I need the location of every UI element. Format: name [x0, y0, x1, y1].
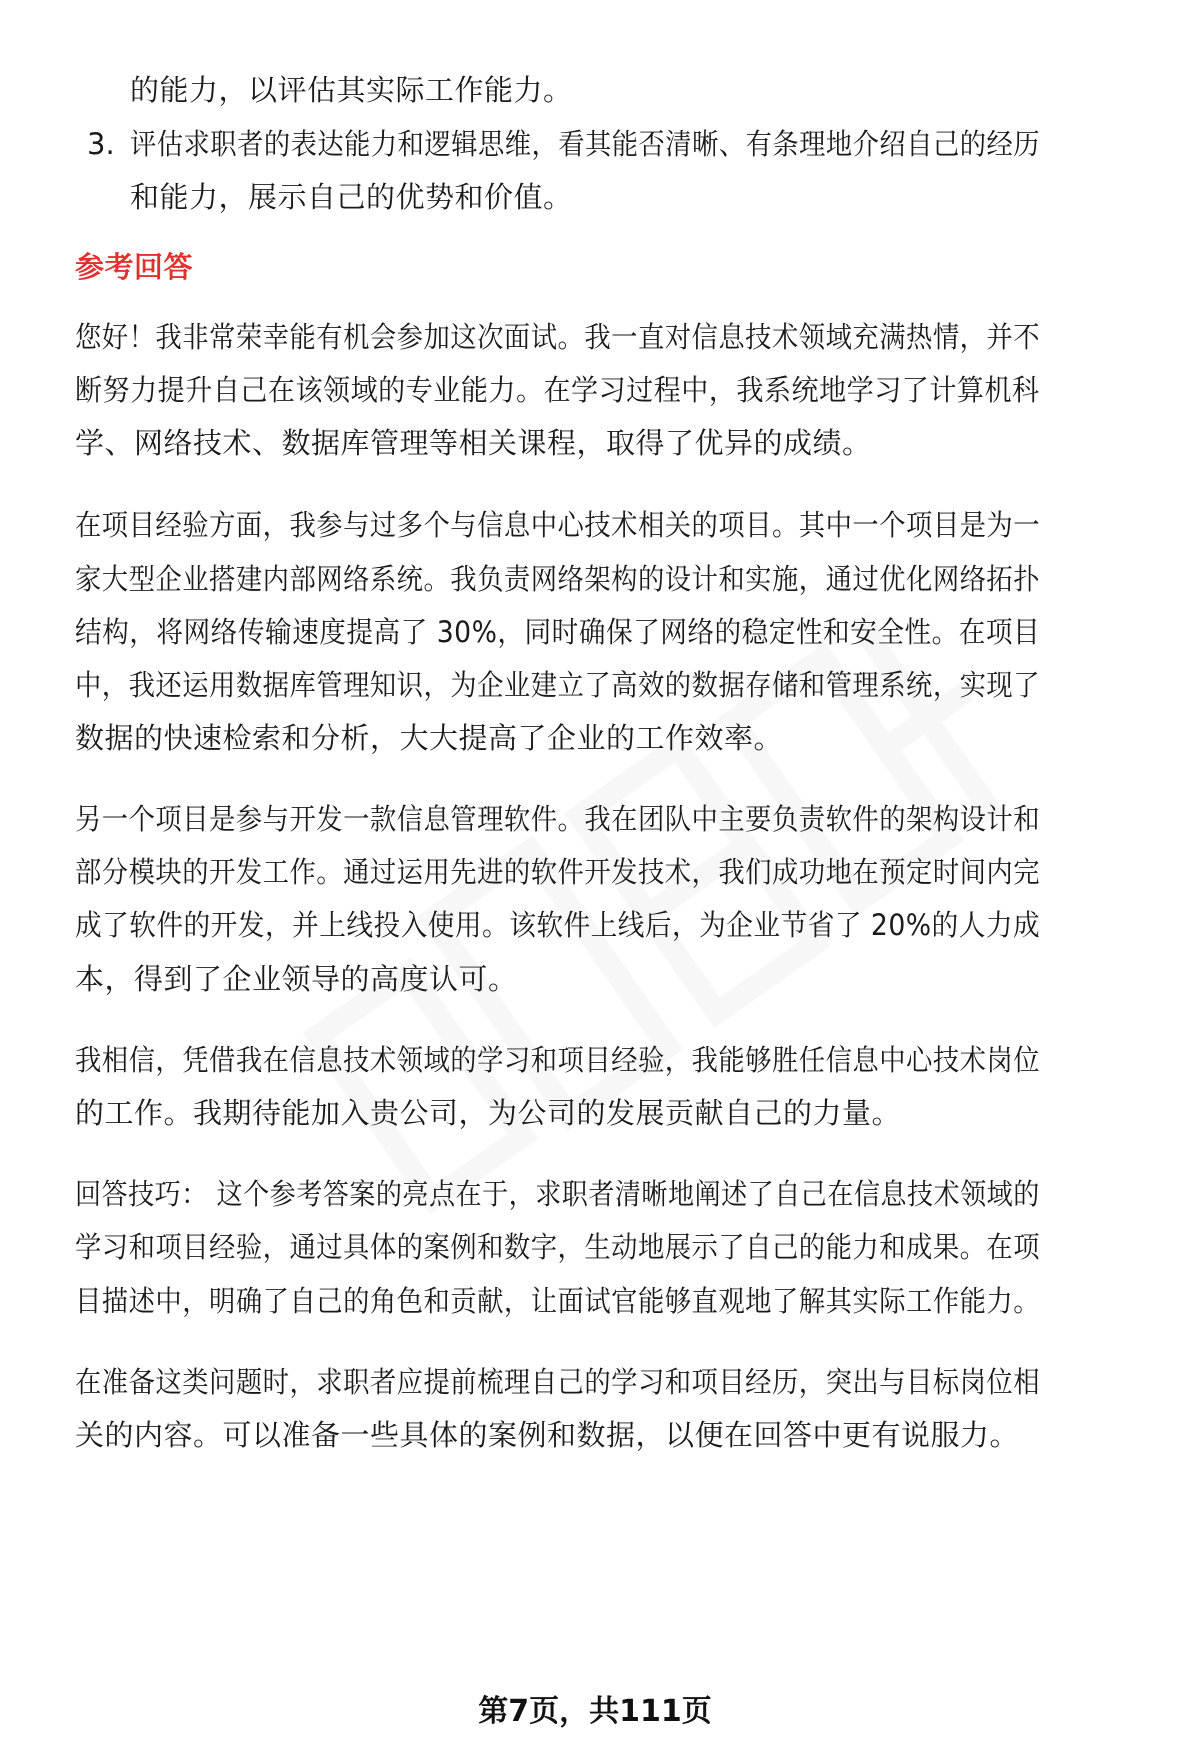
paragraph-line: 在项目经验方面，我参与过多个与信息中心技术相关的项目。其中一个项目是为一 — [75, 508, 1041, 542]
list-item-number: 3. — [87, 127, 115, 161]
list-continuation-line: 的能力，以评估其实际工作能力。 — [130, 73, 573, 107]
paragraph-line: 在准备这类问题时，求职者应提前梳理自己的学习和项目经历，突出与目标岗位相 — [75, 1365, 1041, 1399]
paragraph-line: 回答技巧： 这个参考答案的亮点在于，求职者清晰地阐述了自己在信息技术领域的 — [75, 1177, 1040, 1211]
paragraph-line: 中，我还运用数据库管理知识，为企业建立了高效的数据存储和管理系统，实现了 — [75, 668, 1041, 702]
paragraph-line: 断努力提升自己在该领域的专业能力。在学习过程中，我系统地学习了计算机科 — [75, 373, 1040, 407]
paragraph-line: 部分模块的开发工作。通过运用先进的软件开发技术，我们成功地在预定时间内完 — [75, 855, 1041, 889]
paragraph-line: 我相信，凭借我在信息技术领域的学习和项目经验，我能够胜任信息中心技术岗位 — [75, 1043, 1041, 1077]
paragraph-line: 另一个项目是参与开发一款信息管理软件。我在团队中主要负责软件的架构设计和 — [75, 802, 1041, 836]
paragraph-line: 家大型企业搭建内部网络系统。我负责网络架构的设计和实施，通过优化网络拓扑 — [75, 562, 1041, 596]
paragraph-line: 的工作。我期待能加入贵公司，为公司的发展贡献自己的力量。 — [75, 1096, 902, 1130]
paragraph-line: 学、网络技术、数据库管理等相关课程，取得了优异的成绩。 — [75, 426, 872, 460]
paragraph-line: 成了软件的开发，并上线投入使用。该软件上线后，为企业节省了 20%的人力成 — [75, 908, 1041, 942]
paragraph-line: 数据的快速检索和分析，大大提高了企业的工作效率。 — [75, 721, 784, 755]
paragraph-line: 您好！我非常荣幸能有机会参加这次面试。我一直对信息技术领域充满热情，并不 — [75, 320, 1041, 354]
list-item-line: 和能力，展示自己的优势和价值。 — [130, 180, 573, 214]
paragraph-line: 本，得到了企业领导的高度认可。 — [75, 962, 518, 996]
paragraph-line: 目描述中，明确了自己的角色和贡献，让面试官能够直观地了解其实际工作能力。 — [75, 1284, 1041, 1318]
page-number-footer: 第7页，共111页 — [478, 1694, 712, 1729]
paragraph-line: 关的内容。可以准备一些具体的案例和数据，以便在回答中更有说服力。 — [75, 1418, 1020, 1452]
list-item-line: 评估求职者的表达能力和逻辑思维，看其能否清晰、有条理地介绍自己的经历 — [130, 127, 1041, 161]
section-heading: 参考回答 — [75, 250, 194, 284]
paragraph-line: 学习和项目经验，通过具体的案例和数字，生动地展示了自己的能力和成果。在项 — [75, 1230, 1041, 1264]
paragraph-line: 结构，将网络传输速度提高了 30%，同时确保了网络的稳定性和安全性。在项目 — [75, 615, 1041, 649]
